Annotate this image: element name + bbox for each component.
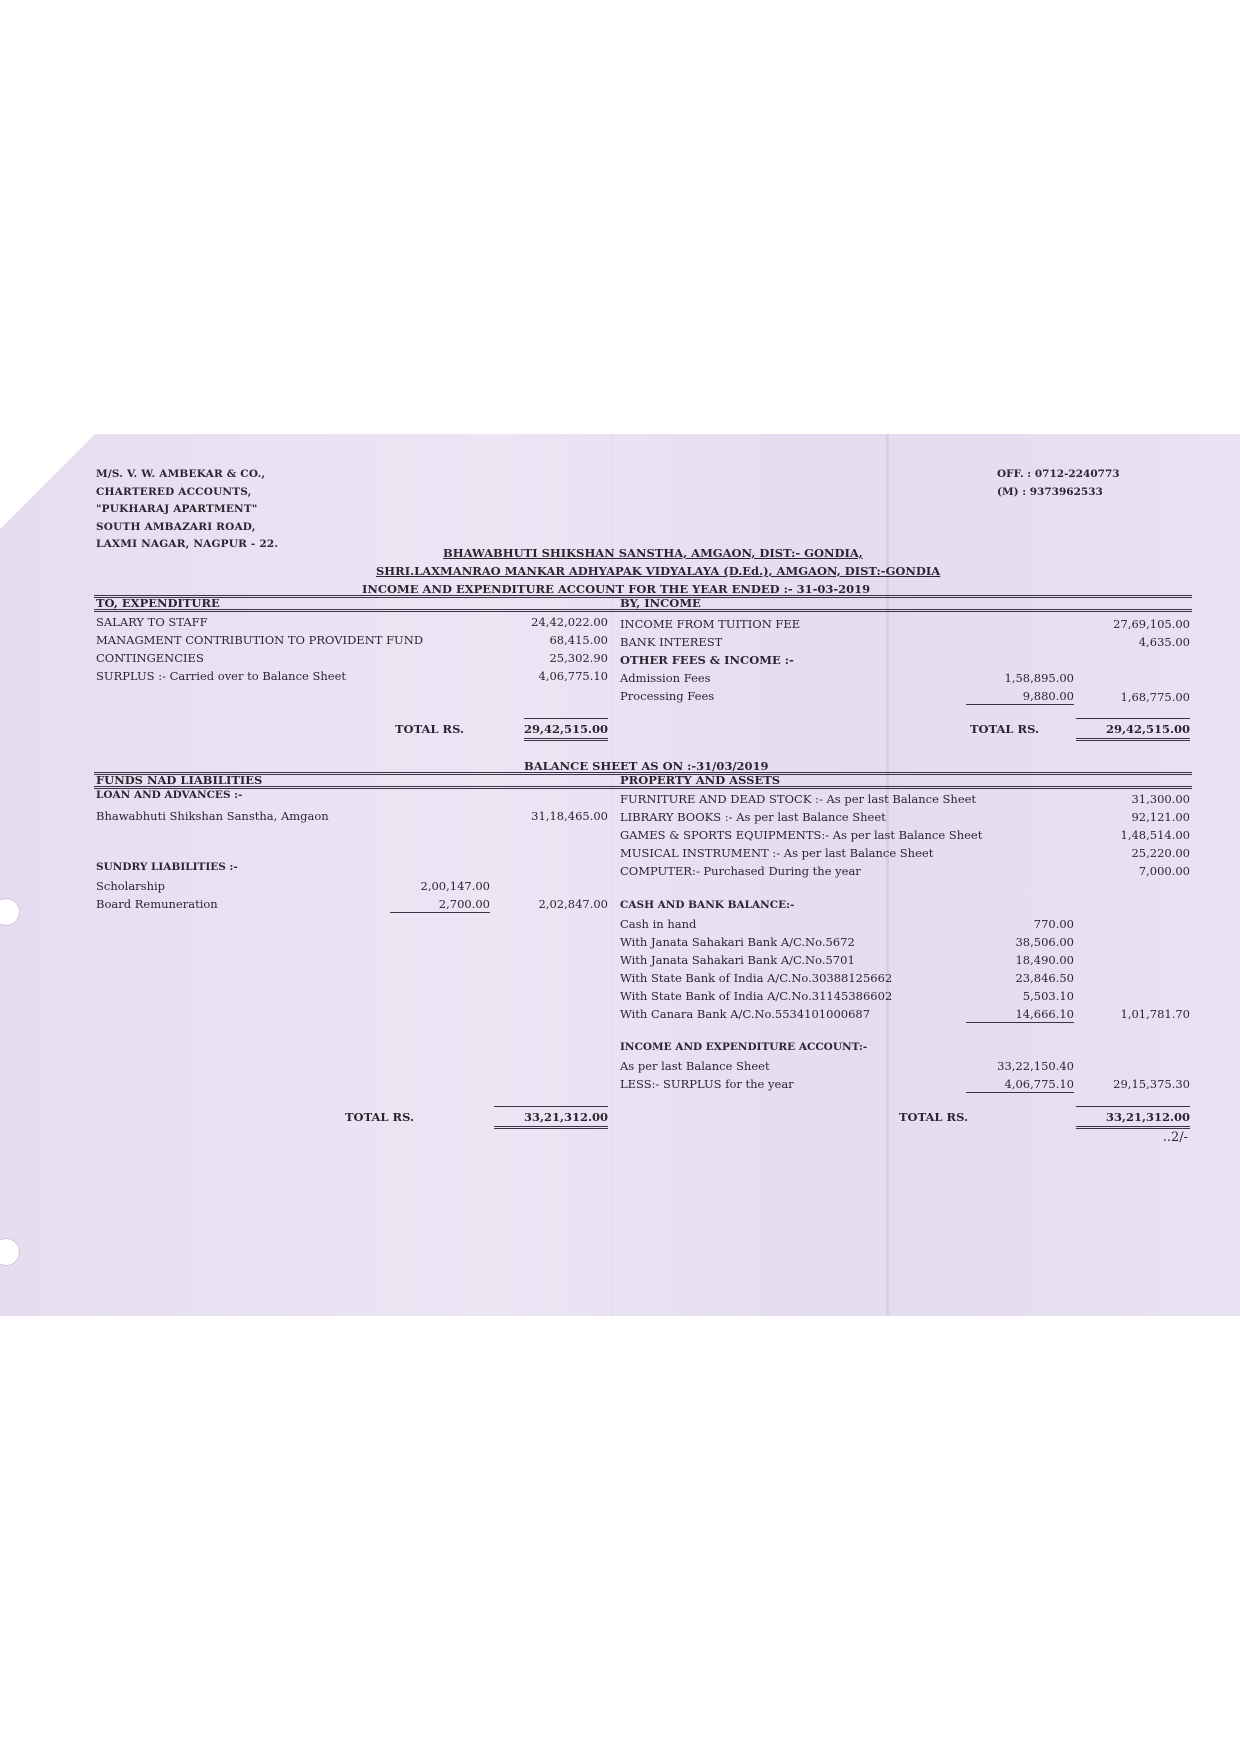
asset-amount: 1,48,514.00 [1120, 828, 1190, 842]
income-amount: 4,635.00 [1138, 635, 1190, 649]
cash-label: With Janata Sahakari Bank A/C.No.5701 [620, 953, 855, 967]
other-income-heading: OTHER FEES & INCOME :- [620, 653, 794, 667]
expense-label: CONTINGENCIES [96, 651, 204, 665]
cash-label: With Canara Bank A/C.No.5534101000687 [620, 1007, 871, 1021]
expense-label: SALARY TO STAFF [96, 615, 208, 629]
firm-road: SOUTH AMBAZARI ROAD, [96, 520, 256, 533]
firm-building: "PUKHARAJ APARTMENT" [96, 503, 258, 515]
asset-amount: 25,220.00 [1131, 846, 1190, 860]
ie-account-amount: 4,06,775.10 [966, 1077, 1074, 1093]
page-marker: ..2/- [1162, 1130, 1188, 1145]
ie-account-amount: 33,22,150.40 [997, 1059, 1074, 1073]
expense-amount: 25,302.90 [549, 651, 608, 665]
income-label: Processing Fees [620, 689, 715, 703]
income-header: BY, INCOME [620, 596, 701, 610]
sundry-total: 2,02,847.00 [538, 897, 608, 911]
asset-label: LIBRARY BOOKS :- As per last Balance Sheet [620, 810, 886, 824]
firm-area: LAXMI NAGAR, NAGPUR - 22. [96, 538, 279, 550]
asset-label: COMPUTER:- Purchased During the year [620, 864, 861, 878]
liability-label: Scholarship [96, 879, 166, 893]
other-income-total: 1,68,775.00 [1120, 690, 1190, 704]
income-label: INCOME FROM TUITION FEE [620, 617, 801, 631]
assets-header: PROPERTY AND ASSETS [620, 773, 781, 787]
asset-label: GAMES & SPORTS EQUIPMENTS:- As per last Balance Sheet [620, 828, 983, 842]
total-label: TOTAL RS. [345, 1110, 414, 1124]
cash-amount: 5,503.10 [1022, 989, 1074, 1003]
ie-account-label: LESS:- SURPLUS for the year [620, 1077, 794, 1091]
firm-address [96, 466, 278, 554]
asset-label: FURNITURE AND DEAD STOCK :- As per last Balance Sheet [620, 792, 977, 806]
cash-label: With State Bank of India A/C.No.31145386602 [620, 989, 893, 1003]
firm-name: M/S. V. W. AMBEKAR & CO., [96, 468, 266, 480]
total-label: TOTAL RS. [899, 1110, 968, 1124]
cash-amount: 23,846.50 [1015, 971, 1074, 985]
expenditure-header: TO, EXPENDITURE [96, 596, 220, 610]
liability-amount: 31,18,465.00 [531, 809, 608, 823]
cash-total: 1,01,781.70 [1120, 1007, 1190, 1021]
loan-heading: LOAN AND ADVANCES :- [96, 789, 243, 801]
sundry-heading: SUNDRY LIABILITIES :- [96, 861, 238, 873]
asset-amount: 7,000.00 [1138, 864, 1190, 878]
ie-account-heading: INCOME AND EXPENDITURE ACCOUNT:- [620, 1041, 868, 1053]
ie-account-label: As per last Balance Sheet [620, 1059, 770, 1073]
firm-contact [997, 466, 1120, 501]
income-label: Admission Fees [620, 671, 711, 685]
ie-account-title: INCOME AND EXPENDITURE ACCOUNT FOR THE YEAR ENDED :- 31-03-2019 [362, 582, 871, 596]
total-label: TOTAL RS. [970, 722, 1039, 736]
income-subamount: 1,58,895.00 [1004, 671, 1074, 685]
cash-heading: CASH AND BANK BALANCE:- [620, 899, 795, 911]
asset-amount: 92,121.00 [1131, 810, 1190, 824]
office-phone: OFF. : 0712-2240773 [997, 468, 1120, 480]
income-label: BANK INTEREST [620, 635, 723, 649]
income-amount: 27,69,105.00 [1113, 617, 1190, 631]
header-rule [94, 609, 1192, 612]
cash-label: With State Bank of India A/C.No.30388125662 [620, 971, 893, 985]
expense-amount: 4,06,775.10 [538, 669, 608, 683]
firm-profession: CHARTERED ACCOUNTS, [96, 485, 252, 498]
cash-amount: 38,506.00 [1015, 935, 1074, 949]
cash-amount: 770.00 [1033, 917, 1074, 931]
expense-label: MANAGMENT CONTRIBUTION TO PROVIDENT FUND [96, 633, 424, 647]
balance-sheet-title: BALANCE SHEET AS ON :-31/03/2019 [524, 759, 769, 773]
liability-subamount: 2,700.00 [390, 897, 490, 913]
mobile-phone: (M) : 9373962533 [997, 485, 1103, 498]
total-label: TOTAL RS. [395, 722, 464, 736]
ie-account-net: 29,15,375.30 [1113, 1077, 1190, 1091]
income-subamount: 9,880.00 [966, 689, 1074, 705]
header-rule [94, 786, 1192, 789]
liabilities-total: 33,21,312.00 [494, 1106, 608, 1129]
expense-amount: 24,42,022.00 [531, 615, 608, 629]
expenditure-total: 29,42,515.00 [524, 718, 608, 741]
expense-amount: 68,415.00 [549, 633, 608, 647]
liability-label: Bhawabhuti Shikshan Sanstha, Amgaon [96, 809, 329, 823]
liability-subamount: 2,00,147.00 [420, 879, 490, 893]
assets-total: 33,21,312.00 [1076, 1106, 1190, 1129]
sanstha-title: BHAWABHUTI SHIKSHAN SANSTHA, AMGAON, DIST:- GONDIA, [443, 546, 863, 560]
liability-label: Board Remuneration [96, 897, 218, 911]
cash-amount: 18,490.00 [1015, 953, 1074, 967]
cash-label: Cash in hand [620, 917, 697, 931]
expense-label: SURPLUS :- Carried over to Balance Sheet [96, 669, 347, 683]
asset-label: MUSICAL INSTRUMENT :- As per last Balance Sheet [620, 846, 934, 860]
cash-label: With Janata Sahakari Bank A/C.No.5672 [620, 935, 855, 949]
asset-amount: 31,300.00 [1131, 792, 1190, 806]
income-total: 29,42,515.00 [1076, 718, 1190, 741]
liabilities-header: FUNDS NAD LIABILITIES [96, 773, 263, 787]
cash-amount: 14,666.10 [966, 1007, 1074, 1023]
school-title: SHRI.LAXMANRAO MANKAR ADHYAPAK VIDYALAYA (D.Ed.), AMGAON, DIST:-GONDIA [376, 564, 941, 578]
